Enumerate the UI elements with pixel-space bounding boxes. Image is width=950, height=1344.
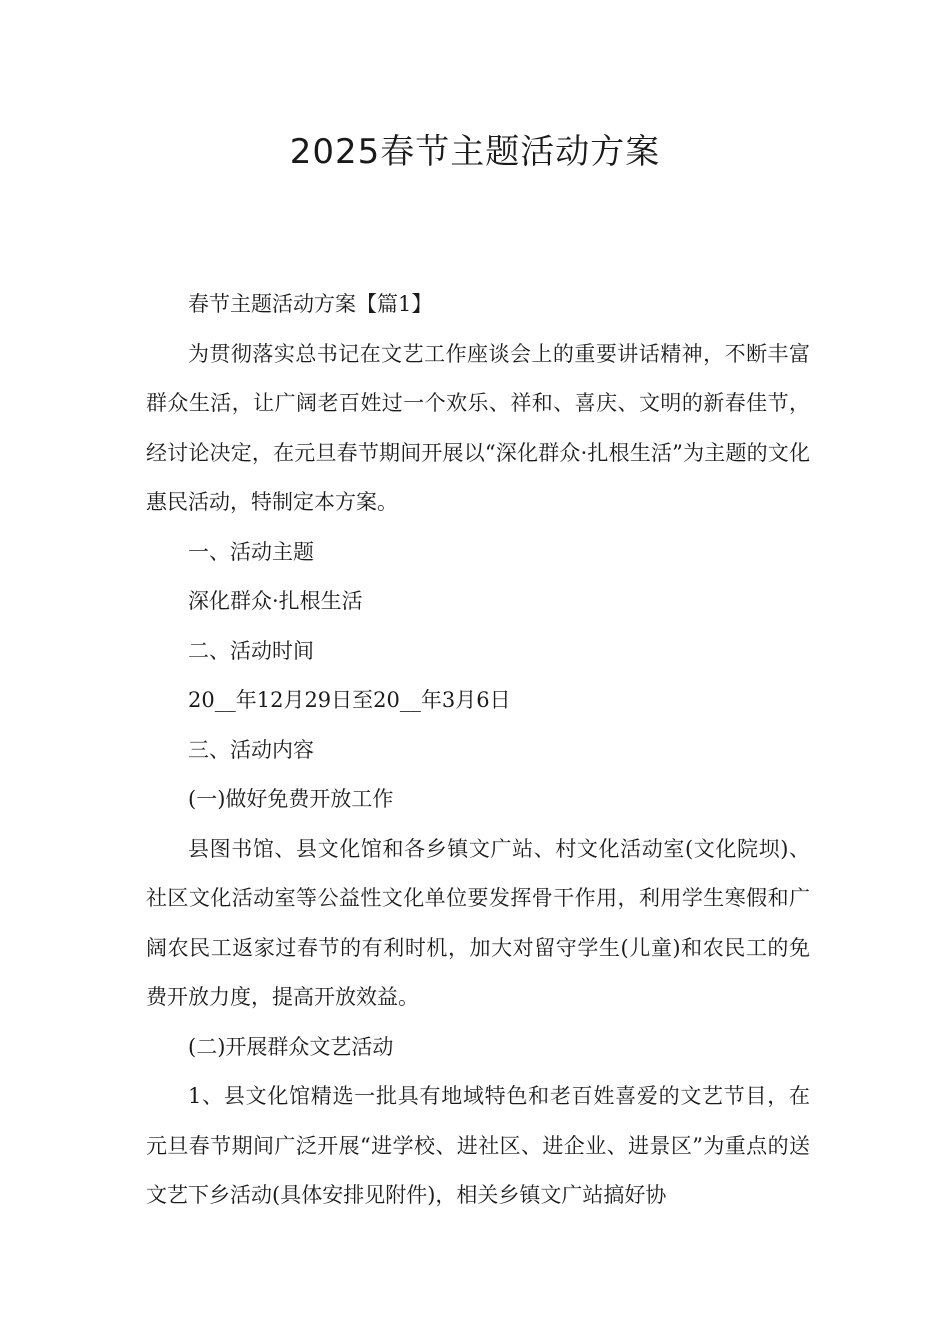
- document-body: [146, 280, 810, 1221]
- subheading-free-opening: (一)做好免费开放工作: [188, 787, 394, 811]
- heading-activity-theme: 一、活动主题: [188, 539, 314, 564]
- activity-theme-text: 深化群众·扎根生活: [188, 589, 363, 613]
- heading-activity-content: 三、活动内容: [188, 737, 314, 762]
- subheading-mass-arts: (二)开展群众文艺活动: [188, 1034, 394, 1059]
- document-title: 2025春节主题活动方案: [289, 132, 661, 172]
- mass-arts-paragraph: 1、县文化馆精选一批具有地域特色和老百姓喜爱的文艺节目，在元旦春节期间广泛开展“进学校、进社区、进企业、进景区”为重点的送文艺下乡活动(具体安排见附件)，相关乡镇文广站搞好协: [146, 1084, 810, 1207]
- intro-paragraph: 为贯彻落实总书记在文艺工作座谈会上的重要讲话精神，不断丰富群众生活，让广阔老百姓过一个欢乐、祥和、喜庆、文明的新春佳节，经讨论决定，在元旦春节期间开展以“深化群众·扎根生活”为主题的文化惠民活动，特制定本方案。: [146, 341, 810, 514]
- section-heading-part1: 春节主题活动方案【篇1】: [188, 292, 433, 316]
- free-opening-paragraph: 县图书馆、县文化馆和各乡镇文广站、村文化活动室(文化院坝)、社区文化活动室等公益性文化单位要发挥骨干作用，利用学生寒假和广阔农民工返家过春节的有利时机，加大对留守学生(儿童)和农民工的免费开放力度，提高开放效益。: [146, 836, 810, 1009]
- activity-time-text: 20__年12月29日至20__年3月6日: [188, 688, 511, 712]
- heading-activity-time: 二、活动时间: [188, 638, 314, 663]
